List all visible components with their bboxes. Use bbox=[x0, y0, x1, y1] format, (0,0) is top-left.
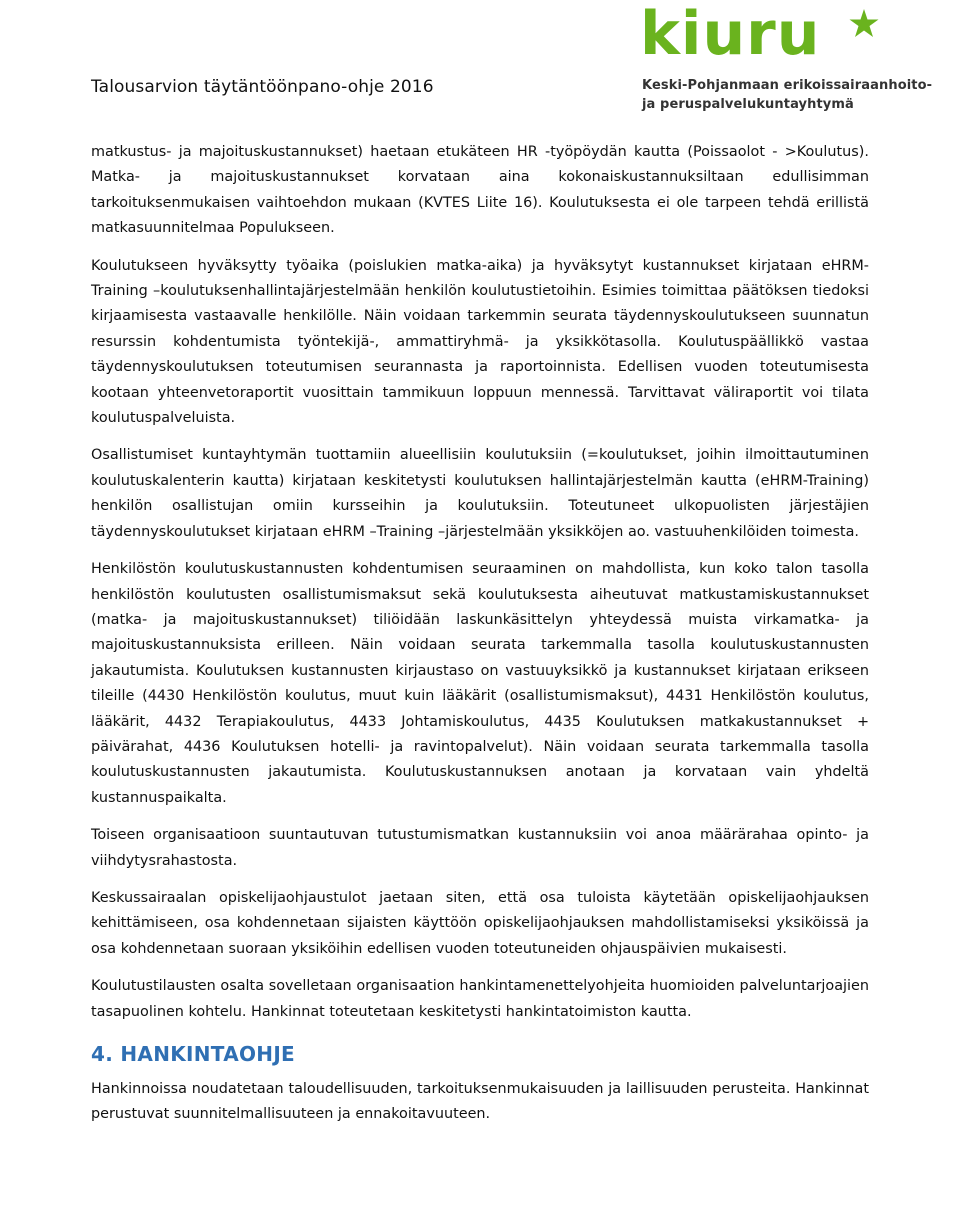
section-paragraph: Hankinnoissa noudatetaan taloudellisuuden, tarkoituksenmukaisuuden ja laillisuuden perusteita. Hankinnat perustuvat suunnitelmallisuuteen ja ennakoitavuuteen. bbox=[91, 1081, 869, 1123]
body-paragraph: Henkilöstön koulutuskustannusten kohdentumisen seuraaminen on mahdollista, kun koko talon tasolla henkilöstön koulutusten osallistumismaksut sekä koulutuksesta aiheutuvat matkustamiskustannukset (matka- ja majoituskustannukset) tiliöidään laskunkäsittelyn yhteydessä muista virkamatka- ja majoituskustannuksista erilleen. Näin voidaan seurata tarkemmalla tasolla koulutuskustannusten jakautumista. Koulutuksen kustannusten kirjaustaso on vastuuyksikkö ja kustannukset kirjataan erikseen tileille (4430 Henkilöstön koulutus, muut kuin lääkärit (osallistumismaksut), 4431 Henkilöstön koulutus, lääkärit, 4432 Terapiakoulutus, 4433 Johtamiskoulutus, 4435 Koulutuksen matkakustannukset + päivärahat, 4436 Koulutuksen hotelli- ja ravintopalvelut). Näin voidaan seurata tarkemmalla tasolla koulutuskustannusten jakautumista. Koulutuskustannuksen anotaan ja korvataan vain yhdeltä kustannuspaikalta. bbox=[91, 561, 869, 806]
page-header bbox=[0, 0, 960, 125]
body-paragraph: Keskussairaalan opiskelijaohjaustulot jaetaan siten, että osa tuloista käytetään opiskelijaohjauksen kehittämiseen, osa kohdennetaan sijaisten käyttöön opiskelijaohjauksen mahdollistamiseksi yksiköissä ja osa kohdennetaan suoraan yksiköihin edellisen vuoden toteutuneiden ohjauspäivien mukaisesti. bbox=[91, 889, 869, 957]
body-paragraph: matkustus- ja majoituskustannukset) haetaan etukäteen HR -työpöydän kautta (Poissaolot - >Koulutus). Matka- ja majoituskustannukset korvataan aina kokonaiskustannuksiltaan edullisimman tarkoituksenmukaisen vaihtoehdon mukaan (KVTES Liite 16). Koulutuksesta ei ole tarpeen tehdä erillistä matkasuunnitelmaa Populukseen. bbox=[91, 144, 869, 237]
body-paragraph: Toiseen organisaatioon suuntautuvan tutustumismatkan kustannuksiin voi anoa määrärahaa opinto- ja viihdytysrahastosta. bbox=[91, 827, 869, 869]
body-paragraph: Koulutukseen hyväksytty työaika (poislukien matka-aika) ja hyväksytyt kustannukset kirjataan eHRM-Training –koulutuksenhallintajärjestelmään henkilön koulutustietoihin. Esimies toimittaa päätöksen tiedoksi kirjaamisesta vastaavalle henkilölle. Näin voidaan tarkemmin seurata täydennyskoulutukseen suunnatun resurssin kohdentumista työntekijä-, ammattiryhmä- ja yksikkötasolla. Koulutuspäällikkö vastaa täydennyskoulutuksen toteutumisen seurannasta ja raportoinnista. Edellisen vuoden toteutumisesta kootaan yhteenvetoraportit vuosittain tammikuun loppuun mennessä. Tarvittavat väliraportit voi tilata koulutuspalveluista. bbox=[91, 257, 869, 427]
document-body bbox=[91, 140, 869, 1140]
kiuru-logo bbox=[640, 0, 940, 120]
logo-wordmark: kiuru bbox=[640, 0, 821, 69]
logo-subtitle-line2: ja peruspalvelukuntayhtymä bbox=[642, 97, 854, 112]
section-heading: 4. HANKINTAOHJE bbox=[91, 1042, 296, 1066]
document-title: Talousarvion täytäntöönpano-ohje 2016 bbox=[91, 77, 434, 97]
star-icon bbox=[848, 8, 880, 40]
body-paragraph: Koulutustilausten osalta sovelletaan organisaation hankintamenettelyohjeita huomioiden palveluntarjoajien tasapuolinen kohtelu. Hankinnat toteutetaan keskitetysti hankintatoimiston kautta. bbox=[91, 978, 869, 1020]
logo-subtitle-line1: Keski-Pohjanmaan erikoissairaanhoito- bbox=[642, 78, 933, 93]
body-paragraph: Osallistumiset kuntayhtymän tuottamiin alueellisiin koulutuksiin (=koulutukset, joihin ilmoittautuminen koulutuskalenterin kautta) kirjataan keskitetysti koulutuksen hallintajärjestelmän kautta (eHRM-Training) henkilön osallistujan omiin kursseihin ja koulutuksiin. Toteutuneet ulkopuolisten järjestäjien täydennyskoulutukset kirjataan eHRM –Training –järjestelmään yksikköjen ao. vastuuhenkilöiden toimesta. bbox=[91, 447, 869, 540]
